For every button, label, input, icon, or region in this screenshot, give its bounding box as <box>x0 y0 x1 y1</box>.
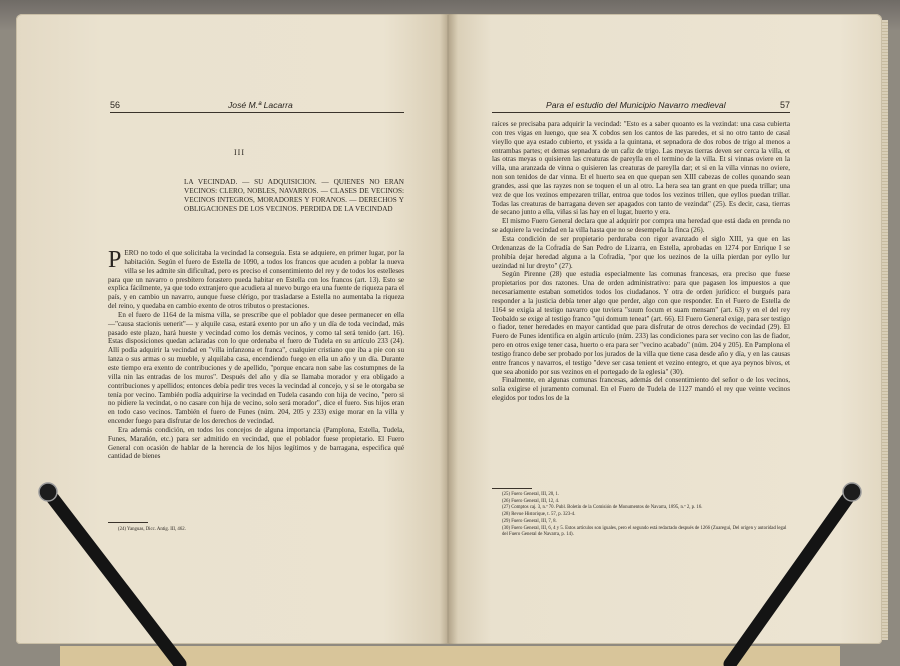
right-page-number: 57 <box>779 100 790 110</box>
paragraph: Era además condición, en todos los concejos de alguna importancia (Pamplona, Estella, Tudela, Funes, Marañón, etc.) para ser admitido en vecindad, que el poblador fuese propietario. El Fuero General con ocasión de hablar de la herencia de los hijos legítimos y de barragana, especifica qué cantidad de bienes <box>108 425 404 461</box>
left-footnote: (24) Yanguas, Dicc. Antig. III, 462. <box>118 527 186 532</box>
right-page-clip-icon <box>720 476 880 666</box>
left-author: José M.ª Lacarra <box>228 100 293 110</box>
drop-cap: P <box>108 247 122 273</box>
paragraph: Esta condición de ser propietario perduraba con rigor avanzado el siglo XIII, ya que en las Ordenanzas de la Cofradía de San Pedro de Lizarra, en Estella, aprobadas en 1274 por Enrique I se prohibía dejar heredad alguna a la Cofradía, "por que los uezinos de la uilla pierdan por eyllo lur uezindad ni lur dreyto" (27). <box>492 234 790 270</box>
paragraph: PERO no todo el que solicitaba la vecindad la conseguía. Esta se adquiere, en primer lugar, por la habitación. Según el fuero de Estella de 1090, a todos los francos que acuden a poblar la nueva villa se les admite sin dificultad, pero es preciso el consentimiento del rey y de todos los estelleses para que un navarro o presbítero forastero pueda habitar en Estella con los francos (art. 13). Esto se explica fácilmente, ya que todo extranjero que acudiera al nuevo burgo era una fuente de riqueza para el país, y en cambio un navarro, aunque fuese clérigo, por trasladarse a Estella no aumentaba la riqueza del reino, y quedaba en cambio exento de otros tributos o prestaciones. <box>108 247 404 311</box>
paragraph: raíces se precisaba para adquirir la vecindad: "Esto es a saber quoanto es la vezindat: una casa cubierta con tres vigas en luengo, que sea X cobdos sen los cantos de las paredes, et si no otro tanto de casal vieyllo que aya estado cubierto, et yssida a la quintana, et sepnadora de dos robos de trigo al menos a entrambas partes; et demas sepnadura de un cafiz de trigo. Las meyas tierras deven ser cerca la villa, et las otras meyas o quisieren las creaturas de pareylla en el termino de la villa. Et si vinnas oviere en la villa, una aranzada de vinna o quisieren las creaturas de pareylla dar; et si en la villa vinnas no oviere, non son tenidos de dar vinna. Et el huerto sea en que quepan sen XIII cabezas de colles quoando sean grandes, assi que las rayzes non se toquen el un al otro. La hera sea tan grant en que pueda trillar; una vez de que los vezinos empezaren trillar, entroa que todos los vezinos trillen, que eyllos puedan trillar. Todas las creaturas de barragana deven ser apagados con tanto de vezindat" (25). Es decir, casa, tierras de secano junto a ella, viñas si las hay en el lugar, huerto y era. <box>492 120 790 217</box>
paragraph: En el fuero de 1164 de la misma villa, se prescribe que el poblador que desee permanecer en ella —"causa stacionis uenerit"— y alquile casa, estará exento por un año y un día de toda vecindad, más pasado este plazo, hará hueste y vecindad como los demás vecinos, y como tal será tenido (art. 16). Estas disposiciones quedan aclaradas con lo que ordenaba el fuero de Tudela en su artículo 233 (24). Allí podía adquirir la vecindad en "villa infanzona et franca", cualquier cristiano que iba a pie con su lanza o sus armas o su mueble, y alquilaba casa, encendiendo fuego en ella un año y un día. Durante este tiempo era exento de contribuciones y de apellido, "porque encara non sabe las costumpnes de la villa nin las entradas de los muros". Después del año y día se llamaba morador y era obligado a contribuciones y apellidos; entonces debía pedir tres veces la vecindad al concejo, y si se le otorgaba se tenía por vecino. También podía adquirirse la vecindad en Tudela casando con hija de vecino, "pero si no pidiere la vecindat, o no casare con hija de vecino, solo será morador", dice el fuero. Sus hijos eran en todo caso vecinos. También el fuero de Funes (núm. 204, 205 y 233) exige morar en la villa y encender fuego para disfrutar de los derechos de vecindad. <box>108 310 404 426</box>
right-body <box>492 120 790 403</box>
footnote: (27) Comptos caj. 3, n.º 70. Publ. Boletín de la Comisión de Monumentos de Navarra, 1895, n.º 2, p. 16. <box>502 505 703 511</box>
chapter-number: III <box>234 148 245 157</box>
left-page-clip-icon <box>30 478 190 666</box>
footnote-rule <box>492 488 532 489</box>
left-page-number: 56 <box>110 100 121 110</box>
footnote: (30) Fuero General, III, 6, 4 y 5. Estos artículos son iguales, pero el segundo está redactado después de 1266 (Zuaregui, Del origen y autoridad legal del Fuero General de Navarra, p. 14). <box>502 525 787 538</box>
footnote: (28) Revue Historique, t. 57, p. 323-4. <box>502 512 576 518</box>
paragraph: Según Pirenne (28) que estudia especialmente las comunas francesas, era preciso que fuese propietarios por dos razones. Una de orden administrativo: para que pagasen los impuestos a que necesariamente estaban sometidos todos los ciudadanos. Y otra de orden jurídico: el burgués para responder a la justicia debía tener algo que perder, algo con que responder. En el Fuero de Estella de 1164 se exigía al testigo navarro que tuviera "suum focum et suam mensam" (art. 63) y en el del rey Teobaldo se exige al testigo franco "qui domum teneat" (art. 66). El Fuero General exige, para ser testigo o fiador, tener heredades en mayor cantidad que para disfrutar de otros derechos de vecindad (29). El Fuero de Funes identifica en algún artículo (núm. 233) las condiciones para ser vecino con las de fiador, pero en otros exige tener casa, huerto o era para ser "vecino acabado" (núm. 204 y 205). En Pamplona el testigo franco debe ser probado por los jurados de la villa que tiene casa desde año y día, y en las causas entre francos y navarros, el testigo "deve ser casa tenient et vezino entegro, et que aya peynos bivos, et que sea abonido por sus vezinos en el portegado de la eglesia" (30). <box>492 270 791 376</box>
footnote: (25) Fuero General, III, 20, 1. <box>502 492 560 497</box>
left-body <box>108 249 404 461</box>
chapter-subtitle: LA VECINDAD. — SU ADQUISICION. — QUIENES NO ERAN VECINOS: CLERO, NOBLES, NAVARROS. — CLASES DE VECINOS: VECINOS INTEGROS, MORADORES Y FORANOS. — DERECHOS Y OBLIGACIONES DE LOS VECINOS. PERDIDA DE LA VECINDAD <box>184 178 404 213</box>
footnote: (26) Fuero General, III, 12, 4. <box>502 498 560 504</box>
footnote: (29) Fuero General, III, 7, 8. <box>502 518 557 524</box>
right-running-head <box>492 100 790 113</box>
right-title: Para el estudio del Municipio Navarro medieval <box>546 100 726 110</box>
paragraph: El mismo Fuero General declara que al adquirir por compra una heredad que está dada en prenda no se adquiere la vecindad en la villa hasta que no se desempeña la finca (26). <box>492 217 790 235</box>
paragraph: Finalmente, en algunas comunas francesas, además del consentimiento del señor o de los vecinos, solía exigirse el juramento comunal. En el Fuero de Tudela de 1127 mandó el rey que veinte vecinos elegidos por todos los de la <box>492 376 790 403</box>
book-gutter <box>440 14 458 644</box>
left-running-head <box>110 100 404 113</box>
